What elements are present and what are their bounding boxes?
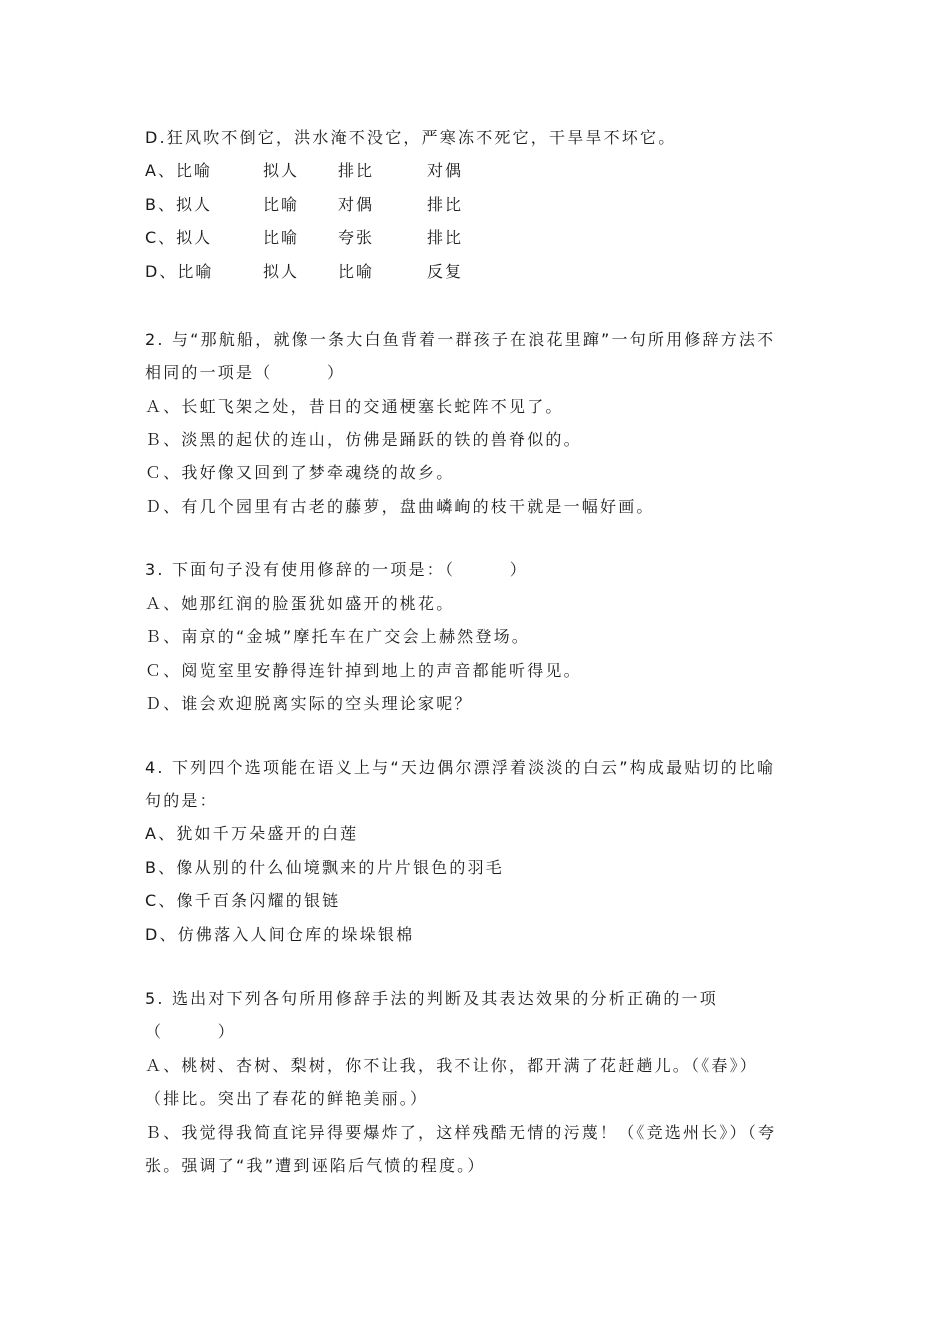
q2-option: Ｂ、淡黑的起伏的连山，仿佛是踊跃的铁的兽脊似的。 [145, 430, 582, 449]
cell: 对偶 [427, 161, 464, 180]
q3-option: Ｄ、谁会欢迎脱离实际的空头理论家呢？ [145, 694, 473, 713]
q2-stem: 相同的一项是（ ） [145, 363, 346, 382]
q5-option-a-note: （排比。突出了春花的鲜艳美丽。） [145, 1089, 429, 1108]
q5-stem: （ ） [145, 1022, 237, 1041]
cell: 反复 [427, 262, 464, 281]
q2-option: Ｃ、我好像又回到了梦牵魂绕的故乡。 [145, 463, 455, 482]
q4-option: A、犹如千万朵盛开的白莲 [145, 824, 359, 843]
q3-option: Ｂ、南京的“金城”摩托车在广交会上赫然登场。 [145, 627, 530, 646]
q2-option: Ｄ、有几个园里有古老的藤萝，盘曲嶙峋的枝干就是一幅好画。 [145, 497, 655, 516]
q4-stem: 句的是： [145, 791, 218, 810]
cell: 对偶 [338, 195, 375, 214]
q3-option: Ｃ、阅览室里安静得连针掉到地上的声音都能听得见。 [145, 661, 582, 680]
q4-option: B、像从别的什么仙境飘来的片片银色的羽毛 [145, 858, 504, 877]
cell: D、比喻 [145, 262, 214, 281]
q3-stem: 3. 下面句子没有使用修辞的一项是：（ ） [145, 560, 528, 579]
cell: 夸张 [338, 228, 375, 247]
cell: C、拟人 [145, 228, 213, 247]
q2-stem: 2. 与“那航船，就像一条大白鱼背着一群孩子在浪花里蹿”一句所用修辞方法不 [145, 330, 776, 349]
cell: 拟人 [263, 161, 300, 180]
q3-option: Ａ、她那红润的脸蛋犹如盛开的桃花。 [145, 594, 455, 613]
q5-option-b-note: 张。强调了“我”遭到诬陷后气愤的程度。） [145, 1156, 486, 1175]
q2-option: Ａ、长虹飞架之处，昔日的交通梗塞长蛇阵不见了。 [145, 397, 564, 416]
q4-option: C、像千百条闪耀的银链 [145, 891, 341, 910]
cell: 排比 [427, 195, 464, 214]
cell: B、拟人 [145, 195, 212, 214]
q1-option-d-text: D.狂风吹不倒它，洪水淹不没它，严寒冻不死它，干旱旱不坏它。 [145, 128, 677, 147]
cell: A、比喻 [145, 161, 212, 180]
cell: 拟人 [263, 262, 300, 281]
cell: 排比 [427, 228, 464, 247]
q5-option-a: Ａ、桃树、杏树、梨树，你不让我，我不让你，都开满了花赶趟儿。（《春》） [145, 1056, 759, 1075]
q5-option-b: Ｂ、我觉得我简直诧异得要爆炸了，这样残酷无情的污蔑！（《竞选州长》）（夸 [145, 1123, 777, 1142]
cell: 比喻 [263, 195, 300, 214]
q4-stem: 4. 下列四个选项能在语义上与“天边偶尔漂浮着淡淡的白云”构成最贴切的比喻 [145, 758, 776, 777]
cell: 比喻 [338, 262, 375, 281]
q4-option: D、仿佛落入人间仓库的垛垛银棉 [145, 925, 415, 944]
cell: 比喻 [263, 228, 300, 247]
cell: 排比 [338, 161, 375, 180]
q5-stem: 5. 选出对下列各句所用修辞手法的判断及其表达效果的分析正确的一项 [145, 989, 718, 1008]
